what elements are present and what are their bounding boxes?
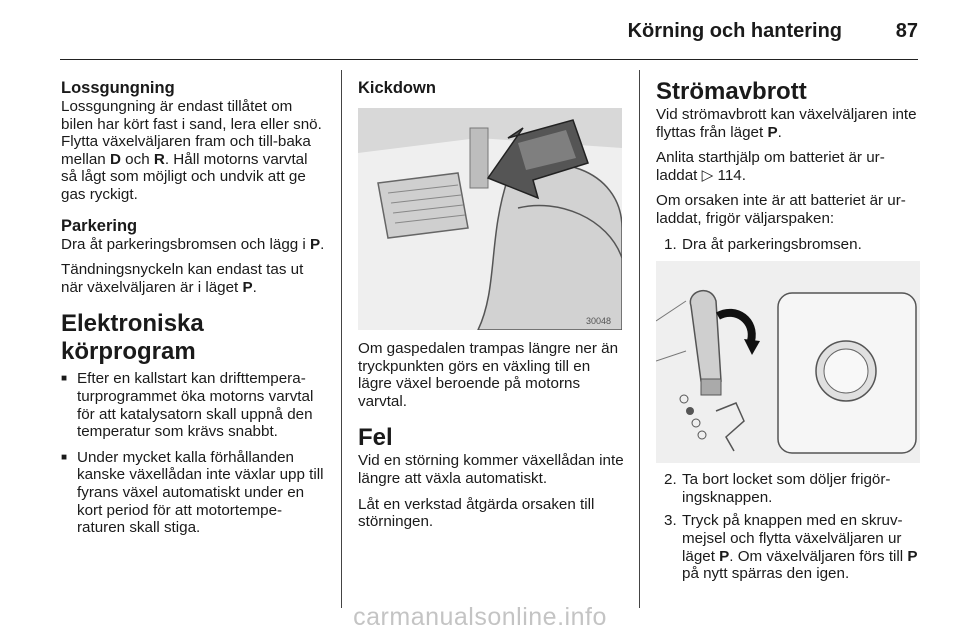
selector-release-illustration (656, 261, 920, 463)
step-list-continued (656, 471, 922, 583)
paragraph-kickdown: Om gaspedalen trampas längre ner än tryckpunkten görs en växling till en lägre växel beroende på motorns varvtal. (358, 340, 619, 410)
list-item: ■ Efter en kallstart kan drifttempera-turprogrammet öka motorns varvtal för att katalysatorn skall uppnå den temperatur som krävs snabbt. (61, 370, 327, 440)
bullet-list (61, 370, 327, 536)
column-2 (358, 78, 624, 539)
shift-lever-drawing (656, 261, 920, 463)
heading-fel: Fel (358, 424, 393, 452)
paragraph-strom-1: Vid strömavbrott kan växelväljaren inte flyttas från läget P. (656, 106, 917, 141)
step-list (656, 236, 922, 254)
heading-stromavbrott: Strömavbrott (656, 78, 807, 105)
paragraph-fel-2: Låt en verkstad åtgärda orsaken till störningen. (358, 495, 595, 531)
column-1 (61, 78, 327, 545)
kickdown-illustration (358, 108, 622, 330)
heading-elektroniska: Elektroniska körprogram (61, 310, 204, 366)
section-title: Körning och hantering (627, 20, 842, 42)
page-header (0, 0, 960, 60)
column-divider-1 (341, 70, 342, 608)
figure-number: 30048 (586, 316, 612, 326)
column-divider-2 (639, 70, 640, 608)
list-item: 2. Ta bort locket som döljer frigör-ingsknappen. (664, 471, 891, 506)
list-item: ■ Under mycket kalla förhållanden kanske växellådan inte växlar upp till fyrans växel automatiskt under en kort period för att motortempe-raturen skall stiga. (61, 449, 327, 537)
paragraph-fel-1: Vid en störning kommer växellådan inte längre att växla automatiskt. (358, 452, 624, 487)
paragraph-lossgungning: Lossgungning är endast tillåtet om bilen har kört fast i sand, lera eller snö. Flytta växelväljaren fram och till-baka mellan D och R. Håll motorns varvtal så lågt som möjligt och undvik att ge gas ryckigt. (61, 98, 322, 203)
heading-parkering: Parkering (61, 216, 138, 235)
paragraph-strom-3: Om orsaken inte är att batteriet är ur-laddat, frigör väljarspaken: (656, 192, 906, 227)
page-number: 87 (895, 20, 918, 42)
list-item: 3. Tryck på knappen med en skruv-mejsel och flytta växelväljaren ur läget P. Om växelväljaren förs till P på nytt spärras den igen. (664, 512, 918, 583)
pedal-drawing (358, 108, 622, 330)
arrow-reference-icon: ▷ (701, 166, 718, 184)
heading-lossgungning: Lossgungning (61, 79, 175, 97)
paragraph-parkering-1: Dra åt parkeringsbromsen och lägg i P. (61, 235, 325, 253)
paragraph-parkering-2: Tändningsnyckeln kan endast tas ut när växelväljaren är i läget P. (61, 261, 304, 296)
header-rule (60, 59, 918, 60)
heading-kickdown: Kickdown (358, 79, 436, 97)
column-3 (656, 78, 922, 589)
watermark: carmanualsonline.info (353, 603, 607, 631)
paragraph-strom-2: Anlita starthjälp om batteriet är ur-laddat ▷ 114. (656, 149, 885, 184)
list-item: 1. Dra åt parkeringsbromsen. (664, 235, 862, 253)
